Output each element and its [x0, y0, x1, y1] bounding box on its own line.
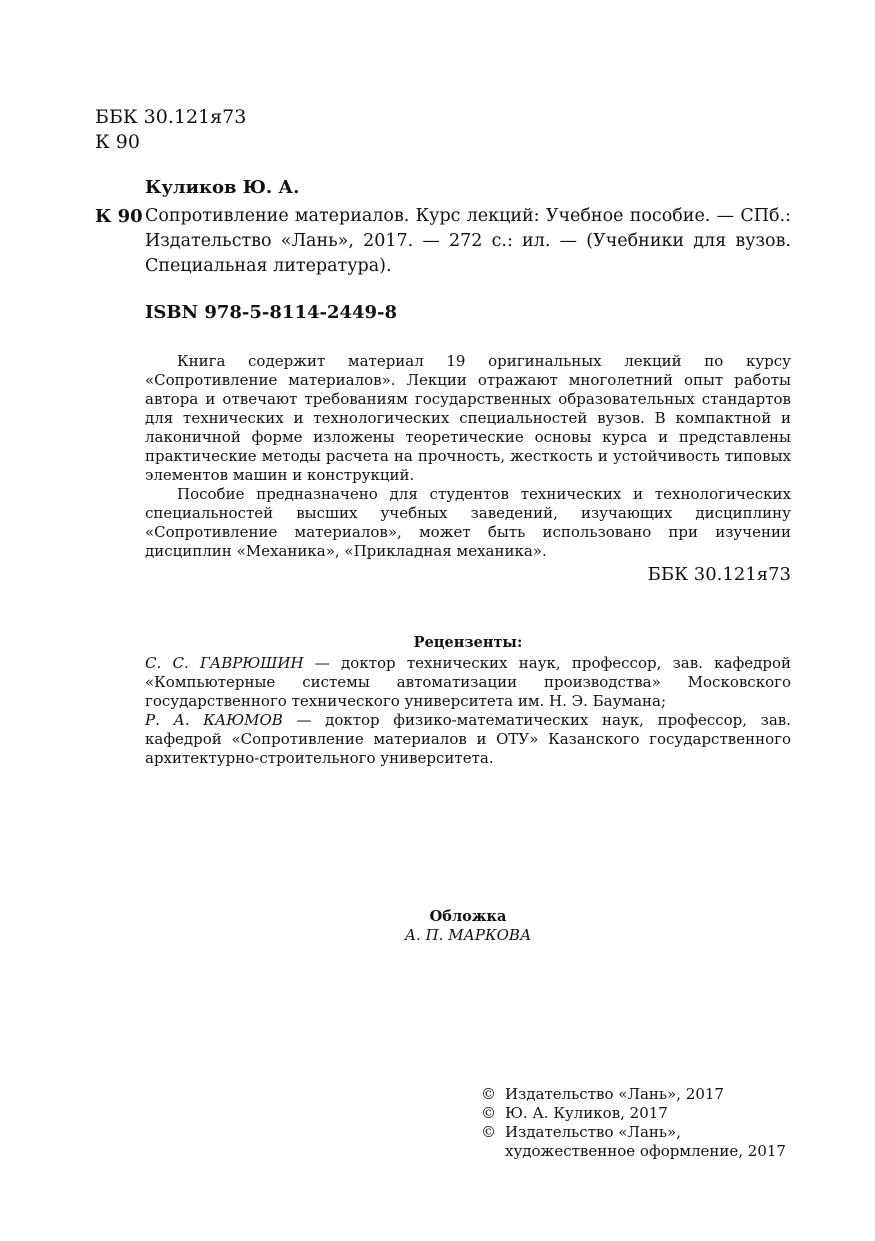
copyright-symbol: ©	[481, 1123, 496, 1141]
copyright-line	[481, 1085, 786, 1104]
copyright-symbol: ©	[481, 1085, 496, 1103]
copyright-text: Издательство «Лань», 2017	[505, 1085, 724, 1103]
reviewer-details: — доктор физико-математических наук, профессор, зав. кафедрой «Сопротивление материалов и ОТУ» Казанского государственного архитектурно-строительного университета.	[145, 711, 791, 767]
reviewers-list	[145, 654, 791, 768]
copyright-text: художественное оформление, 2017	[505, 1142, 786, 1160]
reviewer-name: С. С. ГАВРЮШИН	[145, 654, 304, 672]
copyright-line	[481, 1104, 786, 1123]
annotation-paragraph: Пособие предназначено для студентов технических и технологических специальностей высших учебных заведений, изучающих дисциплину «Сопротивление материалов», может быть использовано при изучении дисциплин «Механика», «Прикладная механика».	[145, 485, 791, 560]
author-name: Куликов Ю. А.	[145, 177, 300, 198]
copyright-line	[481, 1142, 786, 1161]
reviewer-entry	[145, 711, 791, 768]
copyright-line	[481, 1123, 786, 1142]
bbk-code-footer: ББК 30.121я73	[647, 564, 791, 585]
reviewer-details: — доктор технических наук, профессор, зав. кафедрой «Компьютерные системы автоматизации производства» Московского государственного технического университета им. Н. Э. Баумана;	[145, 654, 791, 710]
reviewers-heading: Рецензенты:	[413, 634, 523, 651]
cover-designer: А. П. МАРКОВА	[404, 926, 532, 944]
annotation	[145, 352, 791, 561]
copyright-text: Издательство «Лань»,	[505, 1123, 682, 1141]
bbk-code: ББК 30.121я73	[95, 106, 247, 128]
copyright-text: Ю. А. Куликов, 2017	[505, 1104, 668, 1122]
reviewer-name: Р. А. КАЮМОВ	[145, 711, 283, 729]
bbk-index-block	[95, 105, 246, 155]
reviewer-entry	[145, 654, 791, 711]
isbn: ISBN 978-5-8114-2449-8	[145, 302, 398, 323]
author-sign-inline: К 90	[95, 206, 143, 227]
bibliographic-description: Сопротивление материалов. Курс лекций: Учебное пособие. — СПб.: Издательство «Лань», 2017. — 272 с.: ил. — (Учебники для вузов. Специальная литература).	[145, 206, 791, 276]
copyright-symbol: ©	[481, 1104, 496, 1122]
author-sign: К 90	[95, 131, 140, 153]
annotation-paragraph: Книга содержит материал 19 оригинальных лекций по курсу «Сопротивление материалов». Лекции отражают многолетний опыт работы автора и отвечают требованиям государственных образовательных стандартов для технических и технологических специальностей вузов. В компактной и лаконичной форме изложены теоретические основы курса и представлены практические методы расчета на прочность, жесткость и устойчивость типовых элементов машин и конструкций.	[145, 352, 791, 484]
cover-heading: Обложка	[429, 908, 507, 925]
copyright-block	[481, 1085, 786, 1161]
